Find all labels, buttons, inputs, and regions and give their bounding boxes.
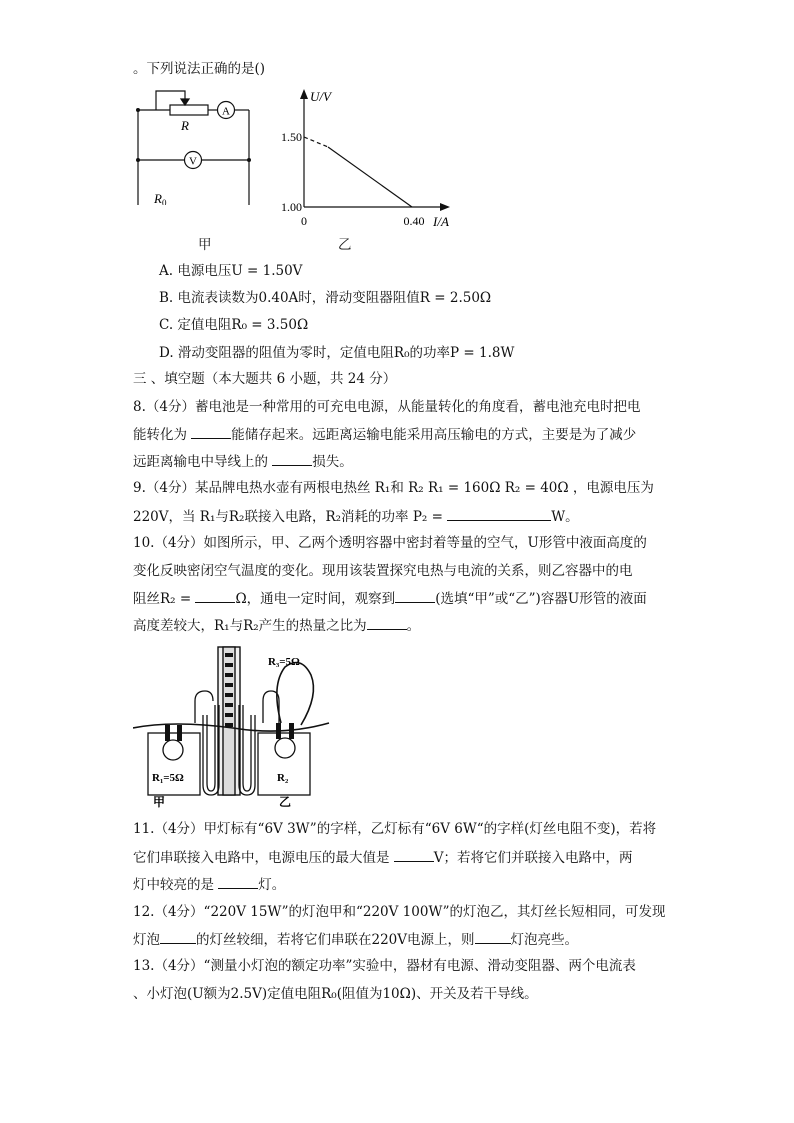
q12-blank2[interactable]	[475, 929, 511, 944]
q12-line1: 12.（4分）“220V 15W”的灯泡甲和“220V 100W”的灯泡乙，其灯丝长短相同，可发现	[133, 904, 666, 920]
section-heading: 三 、填空题（本大题共 6 小题，共 24 分）	[133, 371, 397, 387]
photo-right-caption: 乙	[279, 795, 292, 809]
q12-line2: 灯泡 的灯丝较细，若将它们串联在220V电源上，则 灯泡亮些。	[133, 929, 578, 950]
q10-blank2[interactable]	[395, 588, 435, 603]
q8-blank1[interactable]	[191, 424, 231, 439]
q10-blank1[interactable]	[195, 588, 235, 603]
voltmeter-label: V	[189, 155, 197, 168]
ammeter-label: A	[222, 105, 230, 118]
q10-line2: 变化反映密闭空气温度的变化。现用该装置探究电热与电流的关系，则乙容器中的电	[133, 563, 633, 579]
x-tick-0: 0	[301, 214, 307, 228]
q8-line3: 远距离输电中导线上的 损失。	[133, 451, 353, 472]
option-a: A. 电源电压U = 1.50V	[159, 263, 303, 279]
q8-line1: 8.（4分）蓄电池是一种常用的可充电电源，从能量转化的角度看，蓄电池充电时把电	[133, 399, 641, 415]
circuit-caption: 甲	[198, 237, 212, 253]
y-tick-1-50: 1.50	[281, 130, 302, 144]
q11-blank1[interactable]	[394, 847, 434, 862]
option-b: B. 电流表读数为0.40A时，滑动变阻器阻值R = 2.50Ω	[159, 290, 492, 306]
ui-graph	[270, 85, 470, 235]
circuit-diagram	[130, 85, 270, 205]
experiment-photo	[133, 645, 333, 810]
x-axis-label: I/A	[433, 214, 449, 229]
q10-line3: 阻丝R₂ = Ω，通电一定时间，观察到 (选填“甲”或“乙”)容器U形管的液面	[133, 588, 647, 609]
q8-blank2[interactable]	[272, 451, 312, 466]
q10-line4: 高度差较大，R₁与R₂产生的热量之比为 。	[133, 615, 420, 636]
q9-blank[interactable]	[447, 506, 551, 521]
q9-line1: 9.（4分）某品牌电热水壶有两根电热丝 R₁和 R₂ R₁ = 160Ω R₂ = 40Ω ，电源电压为	[133, 480, 654, 496]
photo-left-caption: 甲	[153, 795, 166, 809]
x-tick-0-40: 0.40	[403, 214, 425, 228]
q12-blank1[interactable]	[160, 929, 196, 944]
q10-blank3[interactable]	[367, 615, 407, 630]
r3-label: R₃=5Ω	[268, 656, 300, 668]
option-d: D. 滑动变阻器的阻值为零时，定值电阻R₀的功率P = 1.8W	[159, 345, 515, 361]
option-c: C. 定值电阻R₀ = 3.50Ω	[159, 317, 309, 333]
q11-line3: 灯中较亮的是 灯。	[133, 874, 285, 895]
graph-caption: 乙	[338, 237, 352, 253]
question-intro: 。下列说法正确的是()	[133, 61, 266, 77]
q11-line1: 11.（4分）甲灯标有“6V 3W”的字样，乙灯标有“6V 6W“的字样(灯丝电阻不变)，若将	[133, 821, 657, 837]
y-axis-label: U/V	[310, 89, 331, 104]
r2-label: R₂	[277, 772, 289, 784]
r0-label: $R_0$	[154, 191, 167, 205]
y-tick-1-00: 1.00	[281, 200, 302, 214]
q10-line1: 10.（4分）如图所示，甲、乙两个透明容器中密封着等量的空气，U形管中液面高度的	[133, 535, 647, 551]
rheostat-label: R	[181, 118, 189, 133]
r1-label: R₁=5Ω	[152, 772, 184, 784]
q13-line2: 、小灯泡(U额为2.5V)定值电阻R₀(阻值为10Ω)、开关及若干导线。	[133, 986, 538, 1002]
q11-line2: 它们串联接入电路中，电源电压的最大值是 V；若将它们并联接入电路中，两	[133, 847, 633, 868]
q13-line1: 13.（4分）“测量小灯泡的额定功率”实验中，器材有电源、滑动变阻器、两个电流表	[133, 958, 636, 974]
q9-line2: 220V，当 R₁与R₂联接入电路，R₂消耗的功率 P₂ = W。	[133, 506, 579, 527]
q8-line2: 能转化为 能储存起来。远距离运输电能采用高压输电的方式，主要是为了减少	[133, 424, 636, 445]
q11-blank2[interactable]	[218, 874, 258, 889]
